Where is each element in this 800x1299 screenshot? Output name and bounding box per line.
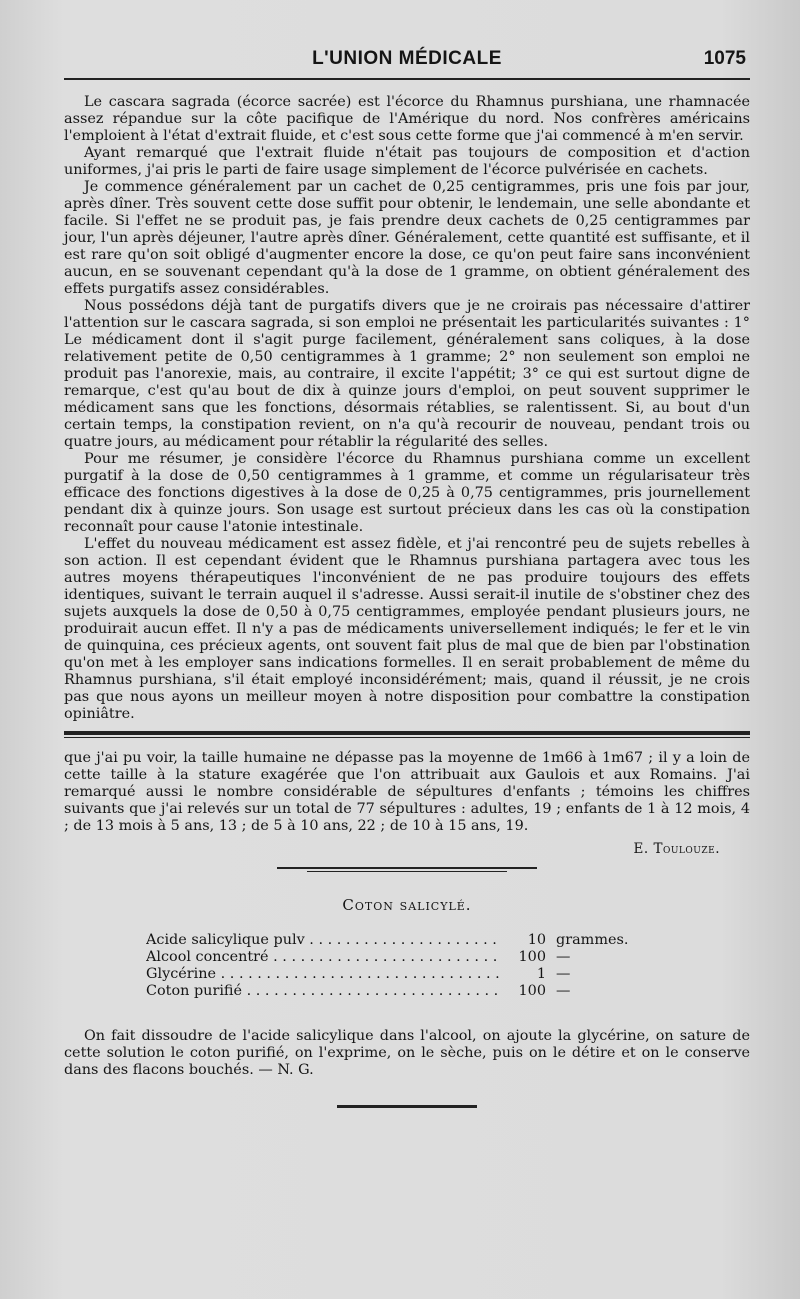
- recipe-item: [146, 949, 626, 966]
- article-body: [64, 94, 750, 723]
- header-rule: [64, 78, 750, 80]
- journal-title: L'UNION MÉDICALE: [312, 48, 502, 69]
- ingredient-name: Acide salicylique pulv . . .: [146, 932, 502, 949]
- ingredient-name: Alcool concentré . . .: [146, 949, 502, 966]
- continuation-section: [64, 750, 750, 857]
- article-paragraph: Pour me résumer, je considère l'écorce du Rhamnus purshiana comme un excellent purgatif à la dose de 0,50 centigrammes à 1 gramme, et comme un régularisateur très efficace des fonctions digestives à la dose de 0,25 à 0,75 centigrammes, pris journellement pendant dix à quinze jours. Son usage est surtout précieux dans les cas où la constipation reconnaît pour cause l'atonie intestinale.: [64, 451, 750, 535]
- ingredient-quantity: 1: [536, 966, 546, 982]
- author-signature: E. Toulouze.: [633, 841, 720, 857]
- article-paragraph: Je commence généralement par un cachet de 0,25 centigrammes, pris une fois par jour, après dîner. Très souvent cette dose suffit pour obtenir, le lendemain, une selle abondante et facile. Si l'effet ne se produit pas, je fais prendre deux cachets de 0,25 centigrammes par jour, l'un après déjeuner, l'autre après dîner. Généralement, cette quantité est suffisante, et il est rare qu'on soit obligé d'augmenter encore la dose, ce qu'on peut faire sans inconvénient aucun, en se souvenant cependant qu'à la dose de 1 gramme, on obtient généralement des effets purgatifs assez considérables.: [64, 179, 750, 297]
- article-paragraph: Nous possédons déjà tant de purgatifs divers que je ne croirais pas nécessaire d'attirer l'attention sur le cascara sagrada, si son emploi ne présentait les particularités suivantes : 1° Le médicament dont il s'agit purge facilement, généralement sans coliques, à la dose relativement petite de 0,50 centigrammes à 1 gramme; 2° non seulement son emploi ne produit pas l'anorexie, mais, au contraire, il excite l'appétit; 3° ce qui est surtout digne de remarque, c'est qu'au bout de dix à quinze jours d'emploi, on peut souvent supprimer le médicament sans que les fonctions, désormais rétablies, se ralentissent. Si, au bout d'un certain temps, la constipation revient, on n'a qu'à recourir de nouveau, pendant trois ou quatre jours, au médicament pour rétablir la régularité des selles.: [64, 298, 750, 450]
- ingredient-unit: —: [556, 949, 571, 965]
- short-divider: [277, 867, 537, 869]
- short-divider-thin: [307, 871, 507, 872]
- section-divider: [64, 731, 750, 738]
- ingredient-quantity: 100: [518, 949, 546, 965]
- recipe-instructions: On fait dissoudre de l'acide salicylique dans l'alcool, on ajoute la glycérine, on sature de cette solution le coton purifié, on l'exprime, on le sèche, puis on le détire et on le conserve dans des flacons bouchés. — N. G.: [64, 1028, 750, 1078]
- ingredient-name: Coton purifié . . .: [146, 983, 502, 1000]
- article-paragraph: Ayant remarqué que l'extrait fluide n'était pas toujours de composition et d'action uniformes, j'ai pris le parti de faire usage simplement de l'écorce pulvérisée en cachets.: [64, 145, 750, 178]
- ingredient-unit: grammes.: [556, 932, 629, 948]
- article-paragraph: L'effet du nouveau médicament est assez fidèle, et j'ai rencontré peu de sujets rebelles à son action. Il est cependant évident que le Rhamnus purshiana partagera avec tous les autres moyens thérapeutiques l'inconvénient de ne pas produire toujours des effets identiques, suivant le terrain auquel il s'adresse. Aussi serait-il inutile de s'obstiner chez des sujets auxquels la dose de 0,50 à 0,75 centigrammes, employée pendant plusieurs jours, ne produirait aucun effet. Il n'y a pas de médicaments universellement indiqués; le fer et le vin de quinquina, ces précieux agents, ont souvent fait plus de mal que de bien par l'obstination qu'on met à les employer sans indications formelles. Il en serait probablement de même du Rhamnus purshiana, s'il était employé inconsidérément; mais, quand il réussit, je ne crois pas que nous ayons un meilleur moyen à notre disposition pour combattre la constipation opiniâtre.: [64, 536, 750, 722]
- ingredient-unit: —: [556, 983, 571, 999]
- ingredient-quantity: 100: [518, 983, 546, 999]
- bottom-divider: [337, 1105, 477, 1108]
- recipe-item: [146, 932, 629, 949]
- page-header: [64, 44, 750, 74]
- page-number: 1075: [703, 48, 746, 69]
- recipe-list: [146, 932, 629, 1000]
- ingredient-name: Glycérine . . .: [146, 966, 502, 983]
- recipe-item: [146, 983, 626, 1000]
- article-paragraph: Le cascara sagrada (écorce sacrée) est l'écorce du Rhamnus purshiana, une rhamnacée assez répandue sur la côte pacifique de l'Amérique du nord. Nos confrères américains l'emploient à l'état d'extrait fluide, et c'est sous cette forme que j'ai commencé à m'en servir.: [64, 94, 750, 144]
- continuation-paragraph: que j'ai pu voir, la taille humaine ne dépasse pas la moyenne de 1m66 à 1m67 ; il y a loin de cette taille à la stature exagérée que l'on attribuait aux Gaulois et aux Romains. J'ai remarqué aussi le nombre considérable de sépultures d'enfants ; témoins les chiffres suivants que j'ai relevés sur un total de 77 sépultures : adultes, 19 ; enfants de 1 à 12 mois, 4 ; de 13 mois à 5 ans, 13 ; de 5 à 10 ans, 22 ; de 10 à 15 ans, 19.: [64, 750, 750, 834]
- ingredient-quantity: 10: [527, 932, 546, 948]
- ingredient-unit: —: [556, 966, 571, 982]
- recipe-item: [146, 966, 626, 983]
- recipe-title: Coton salicylé.: [342, 896, 472, 914]
